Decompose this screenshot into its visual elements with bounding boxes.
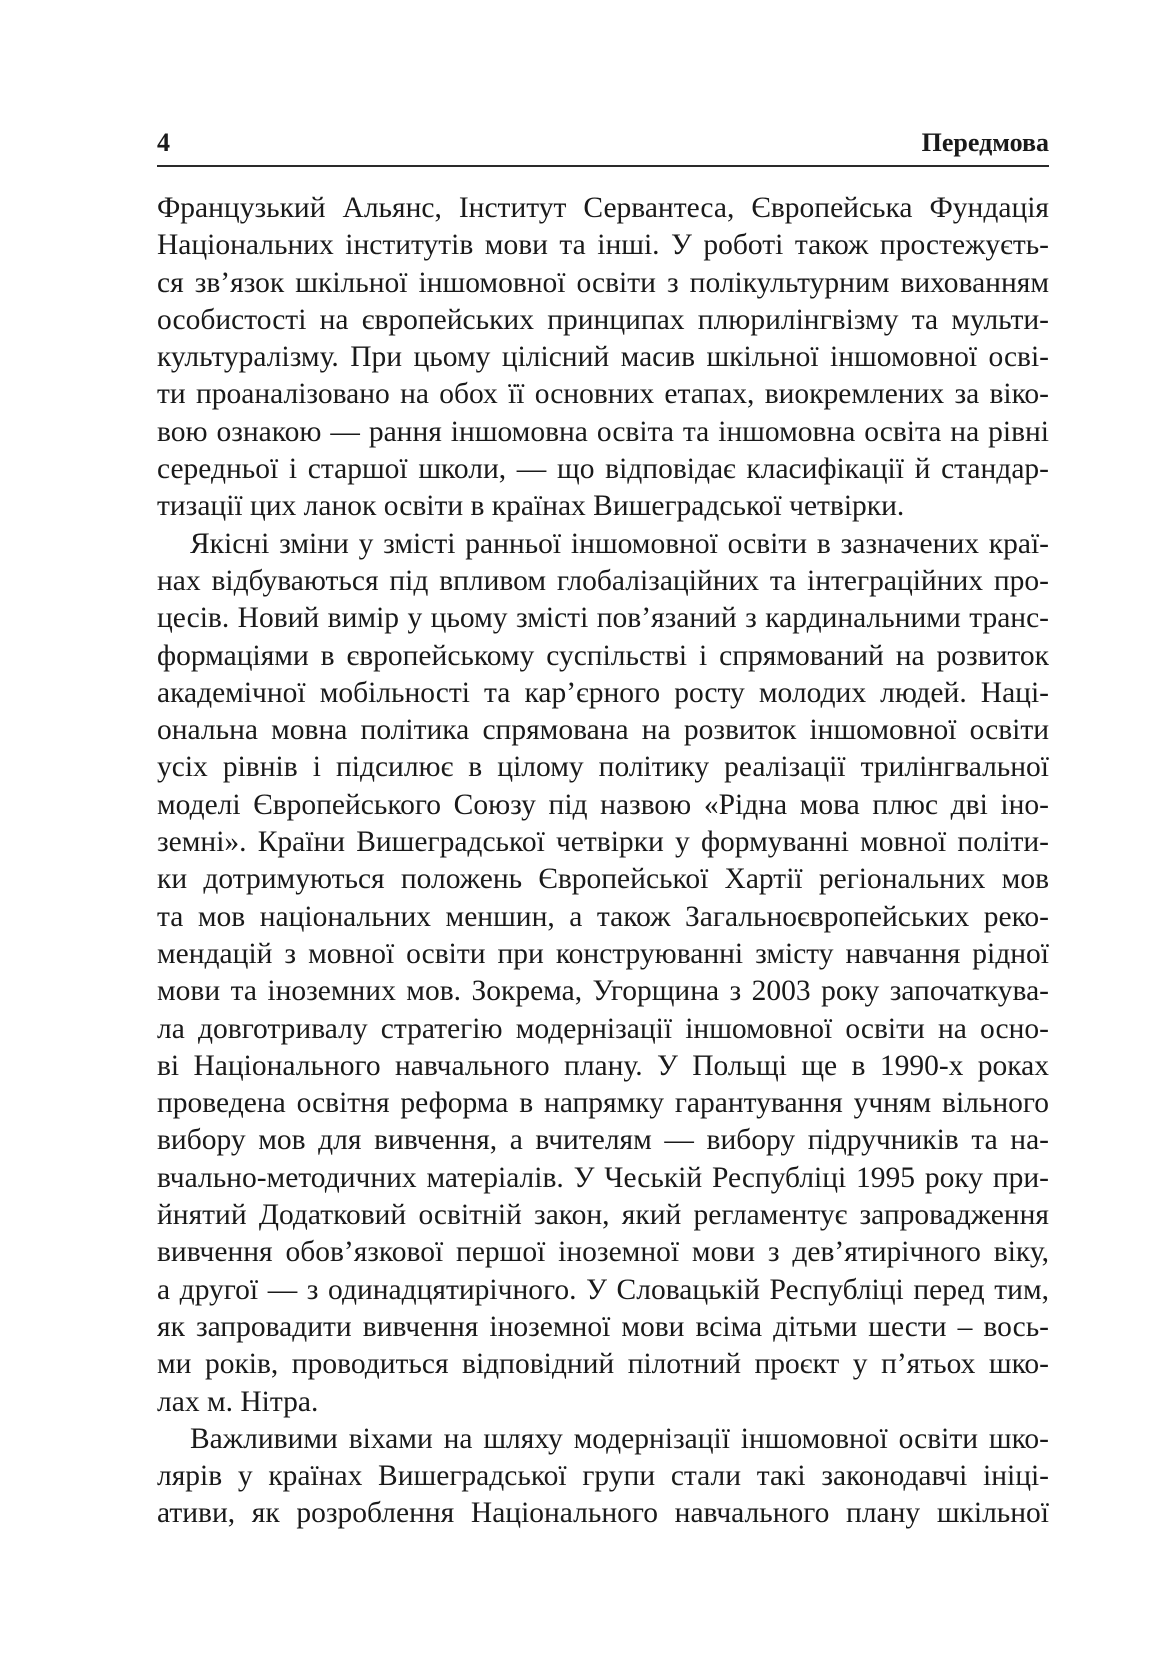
text-line: академічної мобільності та кар’єрного росту молодих людей. Наці- — [157, 676, 1049, 709]
text-line: йнятий Додатковий освітній закон, який регламентує запровадження — [157, 1199, 1049, 1232]
text-line: ві Національного навчального плану. У Польщі ще в 1990-х роках — [157, 1049, 1049, 1082]
text-line: ональна мовна політика спрямована на розвиток іншомовної освіти — [157, 714, 1049, 747]
paragraph-1 — [157, 190, 1049, 526]
running-head — [157, 128, 1049, 162]
text-line: лах м. Нітра. — [157, 1385, 319, 1418]
text-line: вчально-методичних матеріалів. У Чеській Республіці 1995 року при- — [157, 1161, 1049, 1194]
text-line: ми років, проводиться відповідний пілотний проєкт у п’ятьох шко- — [157, 1348, 1049, 1381]
body-text — [157, 190, 1049, 1533]
document-page — [157, 0, 1049, 1654]
text-line: мендацій з мовної освіти при конструюванні змісту навчання рідної — [157, 937, 1049, 970]
text-line: усіх рівнів і підсилює в цілому політику реалізації трилінгвальної — [157, 751, 1049, 784]
chapter-title: Передмова — [921, 128, 1049, 157]
text-line: Французький Альянс, Інститут Сервантеса, Європейська Фундація — [157, 192, 1049, 224]
text-line: Важливими віхами на шляху модернізації іншомовної освіти шко- — [190, 1422, 1049, 1455]
text-line: нах відбуваються під впливом глобалізаційних та інтеграційних про- — [157, 564, 1049, 597]
text-line: ся зв’язок шкільної іншомовної освіти з полікультурним вихованням — [157, 266, 1049, 299]
text-line: земні». Країни Вишеградської четвірки у формуванні мовної політи- — [157, 826, 1049, 859]
text-line: ла довготривалу стратегію модернізації іншомовної освіти на осно- — [157, 1012, 1049, 1045]
text-line: вою ознакою — рання іншомовна освіта та іншомовна освіта на рівні — [157, 415, 1049, 448]
text-line: тизації цих ланок освіти в країнах Вишеградської четвірки. — [157, 490, 905, 523]
text-line: та мов національних меншин, а також Загальноєвропейських реко- — [157, 900, 1049, 933]
text-line: вивчення обов’язкової першої іноземної мови з дев’ятирічного віку, — [157, 1236, 1049, 1269]
header-rule — [157, 165, 1049, 167]
text-line: лярів у країнах Вишеградської групи стали такі законодавчі ініці- — [157, 1460, 1049, 1493]
text-line: вибору мов для вивчення, а вчителям — вибору підручників та на- — [157, 1124, 1049, 1157]
text-line: ти проаналізовано на обох її основних етапах, виокремлених за віко- — [157, 378, 1049, 411]
paragraph-3 — [157, 1421, 1049, 1533]
text-line: як запровадити вивчення іноземної мови всіма дітьми шести – вось- — [157, 1310, 1049, 1343]
text-line: а другої — з одинадцятирічного. У Словацькій Республіці перед тим, — [157, 1273, 1049, 1306]
text-line: середньої і старшої школи, — що відповідає класифікації й стандар- — [157, 453, 1049, 486]
text-line: особистості на європейських принципах плюрилінгвізму та мульти- — [157, 303, 1049, 336]
text-line: цесів. Новий вимір у цьому змісті пов’язаний з кардинальними транс- — [157, 602, 1049, 635]
text-line: моделі Європейського Союзу під назвою «Рідна мова плюс дві іно- — [157, 788, 1049, 821]
text-line: ативи, як розроблення Національного навчального плану шкільної — [157, 1497, 1049, 1530]
text-line: культуралізму. При цьому цілісний масив шкільної іншомовної осві- — [157, 341, 1049, 374]
text-line: мови та іноземних мов. Зокрема, Угорщина з 2003 року започаткува- — [157, 975, 1049, 1008]
text-line: формаціями в європейському суспільстві і спрямований на розвиток — [157, 639, 1049, 672]
text-line: ки дотримуються положень Європейської Хартії регіональних мов — [157, 863, 1049, 896]
text-line: проведена освітня реформа в напрямку гарантування учням вільного — [157, 1087, 1049, 1120]
text-line: Національних інститутів мови та інші. У роботі також простежуєть- — [157, 229, 1049, 262]
paragraph-2 — [157, 526, 1049, 1421]
page-number: 4 — [157, 128, 170, 157]
text-line: Якісні зміни у змісті ранньої іншомовної освіти в зазначених краї- — [190, 527, 1049, 560]
